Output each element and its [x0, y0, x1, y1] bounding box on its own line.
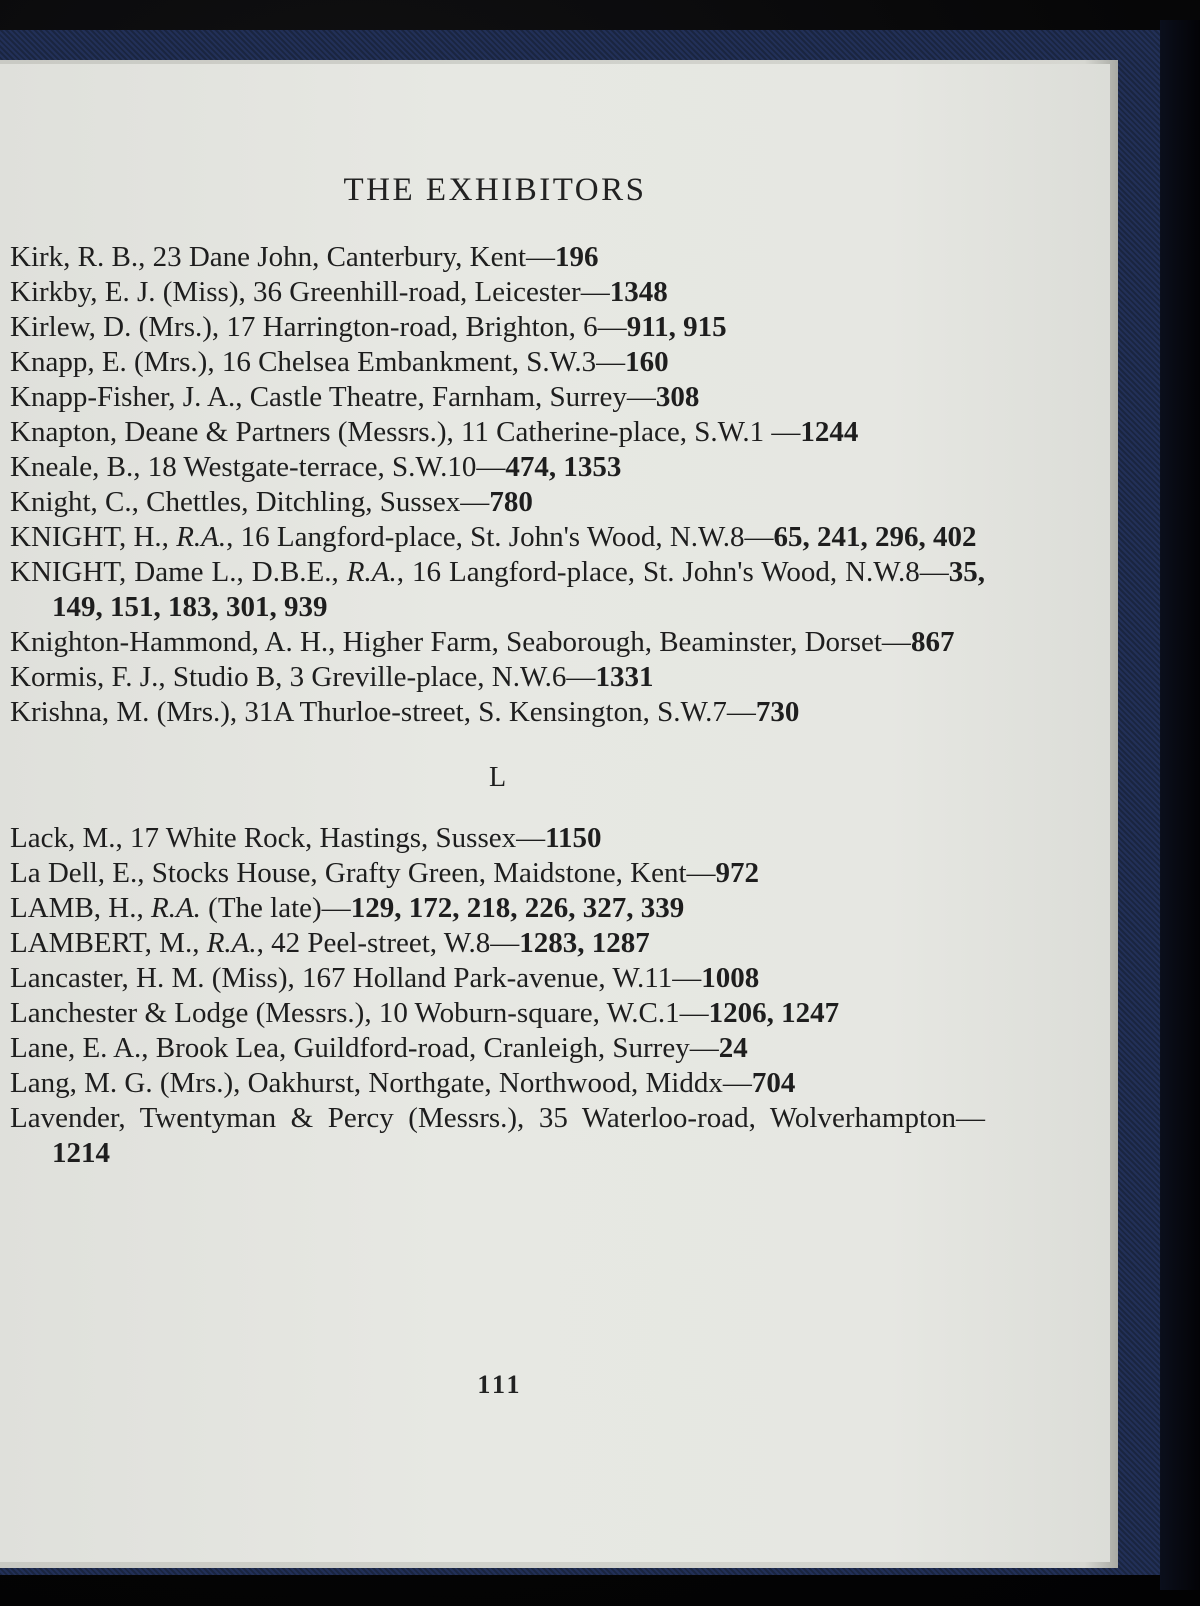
exhibitor-entry: [10, 240, 985, 275]
exhibitor-entry: [10, 926, 985, 961]
exhibitor-address: Knighton-Hammond, A. H., Higher Farm, Seaborough, Beaminster, Dorset—: [10, 626, 911, 658]
catalogue-numbers: 1244: [800, 416, 859, 448]
exhibitor-entry: [10, 415, 985, 450]
page-heading: THE EXHIBITORS: [343, 172, 647, 208]
exhibitor-address: Lane, E. A., Brook Lea, Guildford-road, Cranleigh, Surrey—: [10, 1032, 719, 1064]
catalogue-numbers: 1331: [595, 661, 654, 693]
exhibitor-address: Lack, M., 17 White Rock, Hastings, Sussex—: [10, 822, 546, 854]
catalogue-numbers: 196: [555, 241, 599, 273]
exhibitor-address: Lancaster, H. M. (Miss), 167 Holland Park-avenue, W.11—: [10, 962, 702, 994]
catalogue-numbers: 972: [715, 857, 760, 889]
exhibitor-address: Krishna, M. (Mrs.), 31A Thurloe-street, S. Kensington, S.W.7—: [10, 696, 756, 728]
exhibitor-address: Knight, C., Chettles, Ditchling, Sussex—: [10, 486, 490, 518]
page-number: 111: [477, 1370, 523, 1399]
exhibitor-address: La Dell, E., Stocks House, Grafty Green, Maidstone, Kent—: [10, 857, 716, 889]
catalogue-numbers: 1150: [545, 822, 602, 854]
catalogue-numbers: 780: [489, 486, 533, 518]
exhibitor-address: , 16 Langford-place, St. John's Wood, N.W.8—: [396, 556, 949, 588]
exhibitor-entry: [10, 485, 985, 520]
exhibitor-address: Kirkby, E. J. (Miss), 36 Greenhill-road, Leicester—: [10, 276, 610, 308]
exhibitor-entry: [10, 555, 985, 625]
catalogue-numbers: 35, 149, 151, 183, 301, 939: [52, 556, 986, 623]
exhibitor-address: (The late)—: [200, 892, 351, 924]
exhibitor-entry: [10, 625, 985, 660]
exhibitor-name: LAMBERT, M.,: [10, 927, 207, 959]
exhibitor-entry: [10, 821, 985, 856]
exhibitor-address: Knapton, Deane & Partners (Messrs.), 11 Catherine-place, S.W.1 —: [10, 416, 801, 448]
exhibitor-address: Knapp, E. (Mrs.), 16 Chelsea Embankment, S.W.3—: [10, 346, 626, 378]
exhibitor-address: Lavender, Twentyman & Percy (Messrs.), 35 Waterloo-road, Wolverhampton—: [10, 1102, 985, 1134]
catalogue-numbers: 911, 915: [626, 311, 727, 343]
exhibitor-list: [10, 240, 985, 1171]
exhibitor-list-l: [10, 821, 985, 1171]
exhibitor-title: R.A.: [346, 556, 397, 588]
exhibitor-address: Kormis, F. J., Studio B, 3 Greville-place, N.W.6—: [10, 661, 596, 693]
exhibitor-name: KNIGHT, H.,: [10, 521, 177, 553]
catalogue-numbers: 730: [755, 696, 800, 728]
exhibitor-title: R.A.: [176, 521, 227, 553]
exhibitor-name: KNIGHT, Dame L., D.B.E.,: [10, 556, 347, 588]
exhibitor-entry: [10, 891, 985, 926]
exhibitor-address: , 16 Langford-place, St. John's Wood, N.W.8—: [226, 521, 774, 553]
catalogue-numbers: 1214: [52, 1137, 110, 1169]
catalogue-numbers: 129, 172, 218, 226, 327, 339: [350, 892, 685, 924]
exhibitor-title: R.A.: [150, 892, 201, 924]
catalogue-numbers: 24: [718, 1032, 748, 1064]
exhibitor-entry: [10, 275, 985, 310]
exhibitor-entry: [10, 380, 985, 415]
exhibitor-entry: [10, 345, 985, 380]
exhibitor-address: Lanchester & Lodge (Messrs.), 10 Woburn-square, W.C.1—: [10, 997, 709, 1029]
exhibitor-entry: [10, 961, 985, 996]
exhibitor-list-k: [10, 240, 985, 730]
exhibitor-title: R.A.: [206, 927, 257, 959]
catalogue-numbers: 1348: [609, 276, 668, 308]
section-letter-l: L: [488, 762, 507, 793]
exhibitor-entry: [10, 1031, 985, 1066]
exhibitor-entry: [10, 1101, 985, 1171]
catalogue-numbers: 160: [625, 346, 669, 378]
exhibitor-entry: [10, 520, 985, 555]
exhibitor-entry: [10, 450, 985, 485]
exhibitor-address: Knapp-Fisher, J. A., Castle Theatre, Farnham, Surrey—: [10, 381, 656, 413]
exhibitor-entry: [10, 856, 985, 891]
exhibitor-address: , 42 Peel-street, W.8—: [256, 927, 520, 959]
exhibitor-name: LAMB, H.,: [10, 892, 151, 924]
exhibitor-address: Kneale, B., 18 Westgate-terrace, S.W.10—: [10, 451, 506, 483]
catalogue-numbers: 474, 1353: [505, 451, 622, 483]
catalogue-numbers: 704: [751, 1067, 796, 1099]
exhibitor-entry: [10, 310, 985, 345]
exhibitor-entry: [10, 1066, 985, 1101]
catalogue-numbers: 1206, 1247: [708, 997, 840, 1029]
exhibitor-entry: [10, 660, 985, 695]
catalogue-numbers: 867: [910, 626, 955, 658]
catalogue-numbers: 308: [655, 381, 700, 413]
book-page: [0, 64, 1110, 1562]
catalogue-numbers: 65, 241, 296, 402: [773, 521, 977, 553]
exhibitor-entry: [10, 996, 985, 1031]
exhibitor-address: Kirk, R. B., 23 Dane John, Canterbury, Kent—: [10, 241, 556, 273]
cover-shadow: [1160, 20, 1200, 1590]
exhibitor-entry: [10, 695, 985, 730]
exhibitor-address: Kirlew, D. (Mrs.), 17 Harrington-road, Brighton, 6—: [10, 311, 627, 343]
catalogue-numbers: 1008: [701, 962, 760, 994]
exhibitor-address: Lang, M. G. (Mrs.), Oakhurst, Northgate, Northwood, Middx—: [10, 1067, 752, 1099]
catalogue-numbers: 1283, 1287: [519, 927, 650, 959]
